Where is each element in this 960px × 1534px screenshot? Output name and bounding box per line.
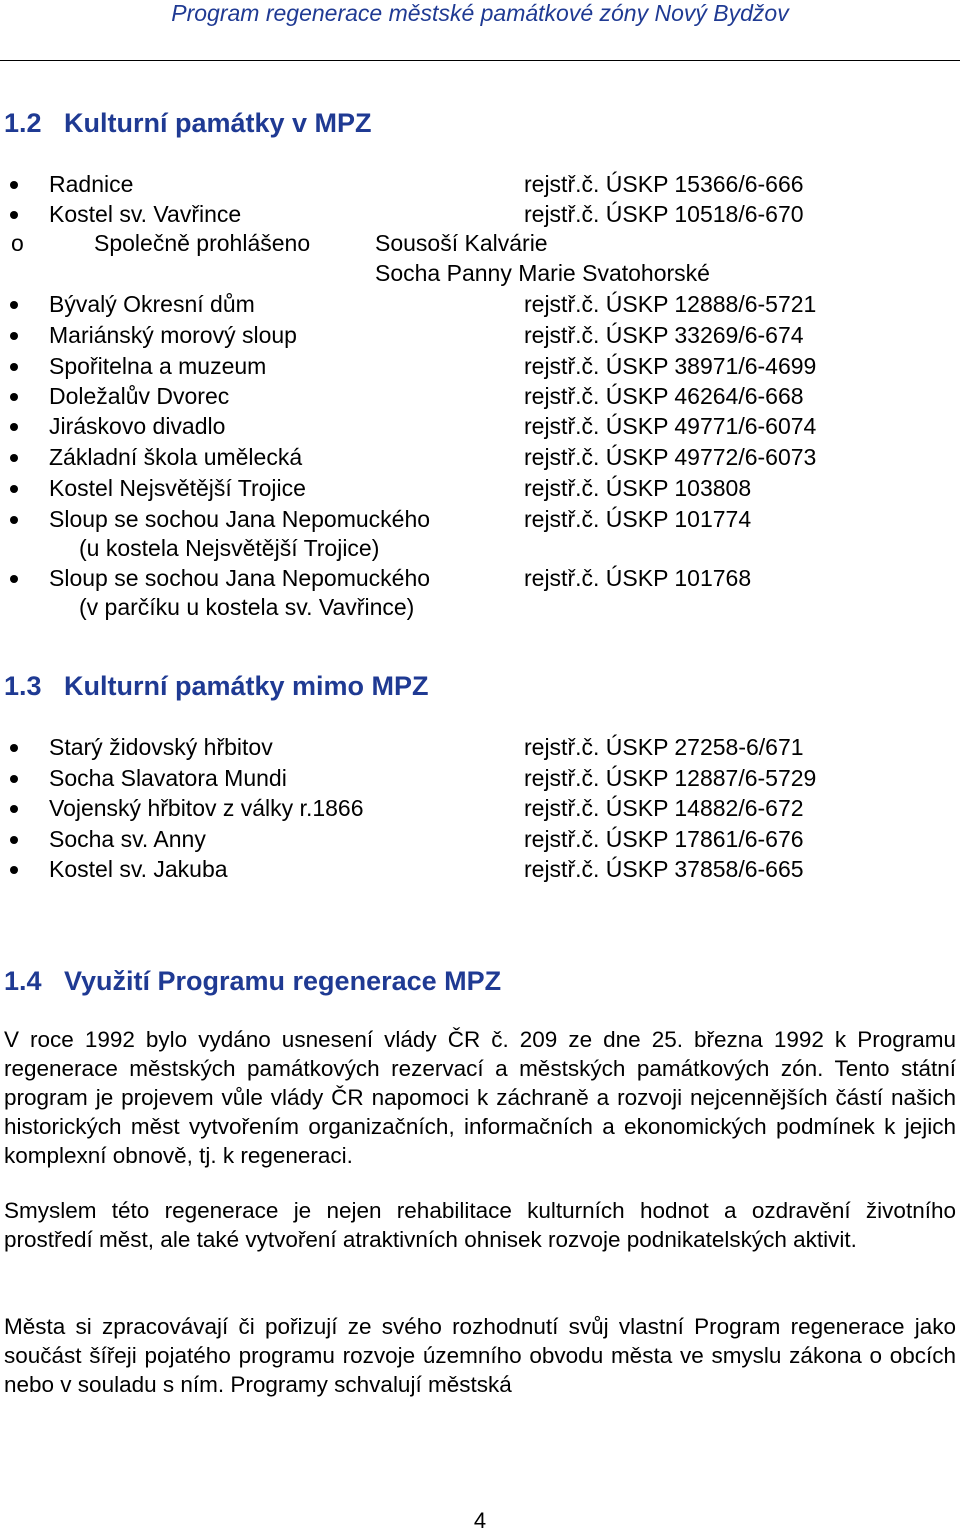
section-number: 1.3 [4,671,42,701]
monument-name: Mariánský morový sloup [49,322,297,348]
sub-value: Sousoší Kalvárie [375,230,548,256]
monument-name: Kostel sv. Vavřince [49,201,242,227]
registry-number: rejstř.č. ÚSKP 37858/6-665 [524,856,804,882]
page-number: 4 [473,1508,487,1533]
bullet-icon [10,181,18,189]
list-item [0,351,960,381]
monument-name-continuation: (u kostela Nejsvětější Trojice) [79,535,380,561]
registry-number: rejstř.č. ÚSKP 17861/6-676 [524,826,804,852]
monument-name: Sloup se sochou Jana Nepomuckého [49,565,431,591]
registry-number: rejstř.č. ÚSKP 49771/6-6074 [524,413,817,439]
bullet-icon [10,332,18,340]
bullet-icon [10,775,18,783]
monument-name-continuation: (v parčíku u kostela sv. Vavřince) [79,594,415,620]
bullet-icon [10,516,18,524]
sub-label: Společně prohlášeno [94,230,311,256]
list-item [0,793,960,823]
section-heading-1-2 [4,108,372,139]
bullet-icon [10,393,18,401]
header-divider [0,60,960,61]
monument-name: Spořitelna a muzeum [49,353,267,379]
bullet-icon [10,866,18,874]
monument-name: Socha Slavatora Mundi [49,765,287,791]
list-item [0,442,960,472]
registry-number: rejstř.č. ÚSKP 46264/6-668 [524,383,804,409]
registry-number: rejstř.č. ÚSKP 38971/6-4699 [524,353,817,379]
monument-name: Radnice [49,171,134,197]
paragraph: Smyslem této regenerace je nejen rehabilitace kulturních hodnot a ozdravění životního prostředí měst, ale také vytvoření atraktivních ohnisek rozvoje podnikatelských aktivit. [4,1198,956,1252]
monument-name: Socha sv. Anny [49,826,206,852]
monument-name: Kostel sv. Jakuba [49,856,228,882]
registry-number: rejstř.č. ÚSKP 12888/6-5721 [524,291,817,317]
list-item [0,199,960,229]
bullet-icon [10,454,18,462]
bullet-icon [10,363,18,371]
registry-number: rejstř.č. ÚSKP 12887/6-5729 [524,765,817,791]
registry-number: rejstř.č. ÚSKP 15366/6-666 [524,171,804,197]
registry-number: rejstř.č. ÚSKP 101768 [524,565,752,591]
list-item [0,289,960,319]
header-title: Program regenerace městské památkové zóny Nový Bydžov [171,0,789,26]
list-item [0,169,960,199]
list-item [0,563,960,593]
monument-name: Doležalův Dvorec [49,383,230,409]
list-item [0,824,960,854]
section-heading-1-3 [4,671,429,702]
monument-name: Sloup se sochou Jana Nepomuckého [49,506,431,532]
bullet-icon [10,805,18,813]
sub-bullet-icon: o [11,230,24,256]
bullet-icon [10,575,18,583]
monument-name: Kostel Nejsvětější Trojice [49,475,306,501]
section-title: Kulturní památky v MPZ [64,108,372,138]
list-item [0,411,960,441]
bullet-icon [10,744,18,752]
list-item [0,732,960,762]
bullet-icon [10,836,18,844]
monument-name: Starý židovský hřbitov [49,734,273,760]
paragraph: Města si zpracovávají či pořizují ze svého rozhodnutí svůj vlastní Program regenerace jako součást šířeji pojatého programu rozvoje územního obvodu města ve smyslu zákona o obcích nebo v souladu s ním. Programy schvalují městská [4,1314,956,1397]
bullet-icon [10,485,18,493]
section-title: Využití Programu regenerace MPZ [64,966,502,996]
list-item [0,854,960,884]
section-number: 1.2 [4,108,42,138]
monument-name: Základní škola umělecká [49,444,303,470]
list-item [0,763,960,793]
sub-value: Socha Panny Marie Svatohorské [375,260,710,286]
section-heading-1-4 [4,966,501,997]
paragraph: V roce 1992 bylo vydáno usnesení vlády ČR č. 209 ze dne 25. března 1992 k Programu regenerace městských památkových rezervací a městských památkových zón. Tento státní program je projevem vůle vlády ČR napomoci k záchraně a rozvoji nejcennějších částí našich historických měst vytvořením organizačních, informačních a ekonomických podmínek k jejich komplexní obnově, tj. k regeneraci. [4,1027,956,1168]
bullet-icon [10,423,18,431]
list-item [0,320,960,350]
registry-number: rejstř.č. ÚSKP 101774 [524,506,752,532]
registry-number: rejstř.č. ÚSKP 33269/6-674 [524,322,804,348]
registry-number: rejstř.č. ÚSKP 10518/6-670 [524,201,804,227]
section-title: Kulturní památky mimo MPZ [64,671,429,701]
monument-name: Bývalý Okresní dům [49,291,255,317]
registry-number: rejstř.č. ÚSKP 103808 [524,475,752,501]
registry-number: rejstř.č. ÚSKP 49772/6-6073 [524,444,817,470]
monument-name: Vojenský hřbitov z války r.1866 [49,795,364,821]
section-number: 1.4 [4,966,42,996]
registry-number: rejstř.č. ÚSKP 27258-6/671 [524,734,804,760]
registry-number: rejstř.č. ÚSKP 14882/6-672 [524,795,804,821]
list-item [0,381,960,411]
list-item [0,473,960,503]
page-header [0,0,960,40]
bullet-icon [10,301,18,309]
monument-name: Jiráskovo divadlo [49,413,226,439]
bullet-icon [10,211,18,219]
list-item [0,504,960,534]
